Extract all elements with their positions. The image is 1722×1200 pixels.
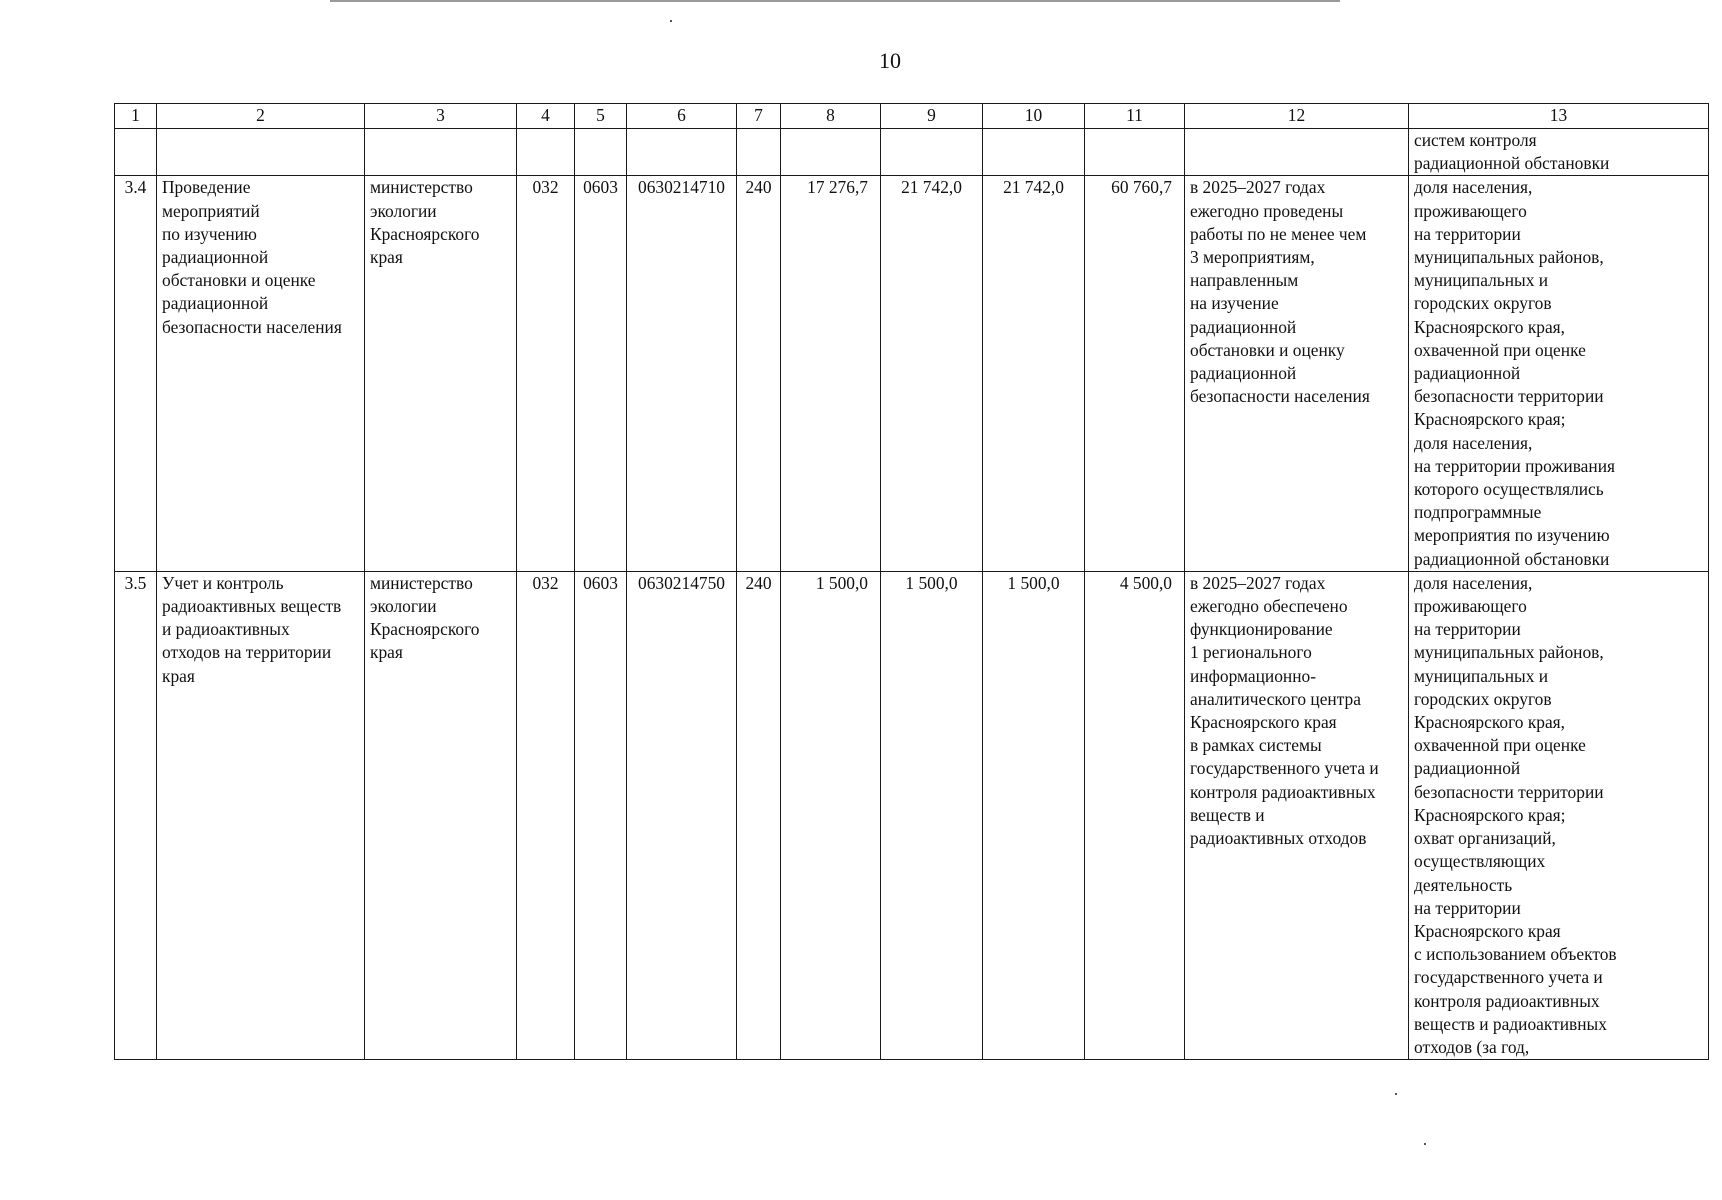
target-article-cell: 0630214750 bbox=[627, 571, 737, 1059]
scan-artifact-line bbox=[330, 0, 1340, 2]
grbs-code-cell: 032 bbox=[517, 176, 575, 571]
expected-result-cell: в 2025–2027 годах ежегодно обеспечено функционирование 1 регионального информационно- аналитического центра Красноярского края в рамках системы государственного учета и контроля радиоактивных веществ и радиоактивных отходов bbox=[1185, 571, 1409, 1059]
indicator-cell: систем контроля радиационной обстановки bbox=[1409, 129, 1709, 176]
grbs-code-cell: 032 bbox=[517, 571, 575, 1059]
page-number: 10 bbox=[879, 48, 901, 73]
amount-2025-cell: 17 276,7 bbox=[781, 176, 881, 571]
column-header-8: 8 bbox=[781, 104, 881, 129]
table-cell bbox=[1185, 129, 1409, 176]
column-header-1: 1 bbox=[115, 104, 157, 129]
executor-cell: министерство экологии Красноярского края bbox=[365, 571, 517, 1059]
indicator-cell: доля населения, проживающего на территории муниципальных районов, муниципальных и городских округов Красноярского края, охваченной при оценке радиационной безопасности территории Красноярского края; охват организаций, осуществляющих деятельность на территории Красноярского края с использованием объектов государственного учета и контроля радиоактивных веществ и радиоактивных отходов (за год, bbox=[1409, 571, 1709, 1059]
scan-speck bbox=[1395, 1093, 1397, 1095]
table-row bbox=[115, 176, 1709, 571]
target-article-cell: 0630214710 bbox=[627, 176, 737, 571]
scan-speck bbox=[670, 20, 672, 22]
program-activities-table bbox=[114, 103, 1709, 1060]
table-row-continuation bbox=[115, 129, 1709, 176]
column-header-7: 7 bbox=[737, 104, 781, 129]
column-header-5: 5 bbox=[575, 104, 627, 129]
table-cell bbox=[1085, 129, 1185, 176]
indicator-cell: доля населения, проживающего на территории муниципальных районов, муниципальных и городских округов Красноярского края, охваченной при оценке радиационной безопасности территории Красноярского края; доля населения, на территории проживания которого осуществлялись подпрограммные мероприятия по изучению радиационной обстановки bbox=[1409, 176, 1709, 571]
section-code-cell: 0603 bbox=[575, 176, 627, 571]
amount-total-cell: 4 500,0 bbox=[1085, 571, 1185, 1059]
amount-total-cell: 60 760,7 bbox=[1085, 176, 1185, 571]
amount-2027-cell: 1 500,0 bbox=[983, 571, 1085, 1059]
column-header-4: 4 bbox=[517, 104, 575, 129]
table-cell bbox=[781, 129, 881, 176]
column-header-12: 12 bbox=[1185, 104, 1409, 129]
expense-type-cell: 240 bbox=[737, 176, 781, 571]
table-cell bbox=[737, 129, 781, 176]
section-code-cell: 0603 bbox=[575, 571, 627, 1059]
row-number-cell: 3.4 bbox=[115, 176, 157, 571]
expected-result-cell: в 2025–2027 годах ежегодно проведены работы по не менее чем 3 мероприятиям, направленным на изучение радиационной обстановки и оценку радиационной безопасности населения bbox=[1185, 176, 1409, 571]
table-header-row bbox=[115, 104, 1709, 129]
amount-2025-cell: 1 500,0 bbox=[781, 571, 881, 1059]
amount-2027-cell: 21 742,0 bbox=[983, 176, 1085, 571]
table-cell bbox=[983, 129, 1085, 176]
column-header-13: 13 bbox=[1409, 104, 1709, 129]
amount-2026-cell: 1 500,0 bbox=[881, 571, 983, 1059]
amount-2026-cell: 21 742,0 bbox=[881, 176, 983, 571]
column-header-3: 3 bbox=[365, 104, 517, 129]
table-cell bbox=[517, 129, 575, 176]
table-cell bbox=[627, 129, 737, 176]
column-header-9: 9 bbox=[881, 104, 983, 129]
table-cell bbox=[365, 129, 517, 176]
activity-name-cell: Учет и контроль радиоактивных веществ и радиоактивных отходов на территории края bbox=[157, 571, 365, 1059]
table-cell bbox=[157, 129, 365, 176]
row-number-cell: 3.5 bbox=[115, 571, 157, 1059]
table-cell bbox=[881, 129, 983, 176]
column-header-2: 2 bbox=[157, 104, 365, 129]
column-header-11: 11 bbox=[1085, 104, 1185, 129]
expense-type-cell: 240 bbox=[737, 571, 781, 1059]
column-header-10: 10 bbox=[983, 104, 1085, 129]
table-cell bbox=[575, 129, 627, 176]
table-row bbox=[115, 571, 1709, 1059]
table-cell bbox=[115, 129, 157, 176]
column-header-6: 6 bbox=[627, 104, 737, 129]
scan-speck bbox=[1424, 1143, 1426, 1145]
executor-cell: министерство экологии Красноярского края bbox=[365, 176, 517, 571]
activity-name-cell: Проведение мероприятий по изучению радиационной обстановки и оценке радиационной безопасности населения bbox=[157, 176, 365, 571]
